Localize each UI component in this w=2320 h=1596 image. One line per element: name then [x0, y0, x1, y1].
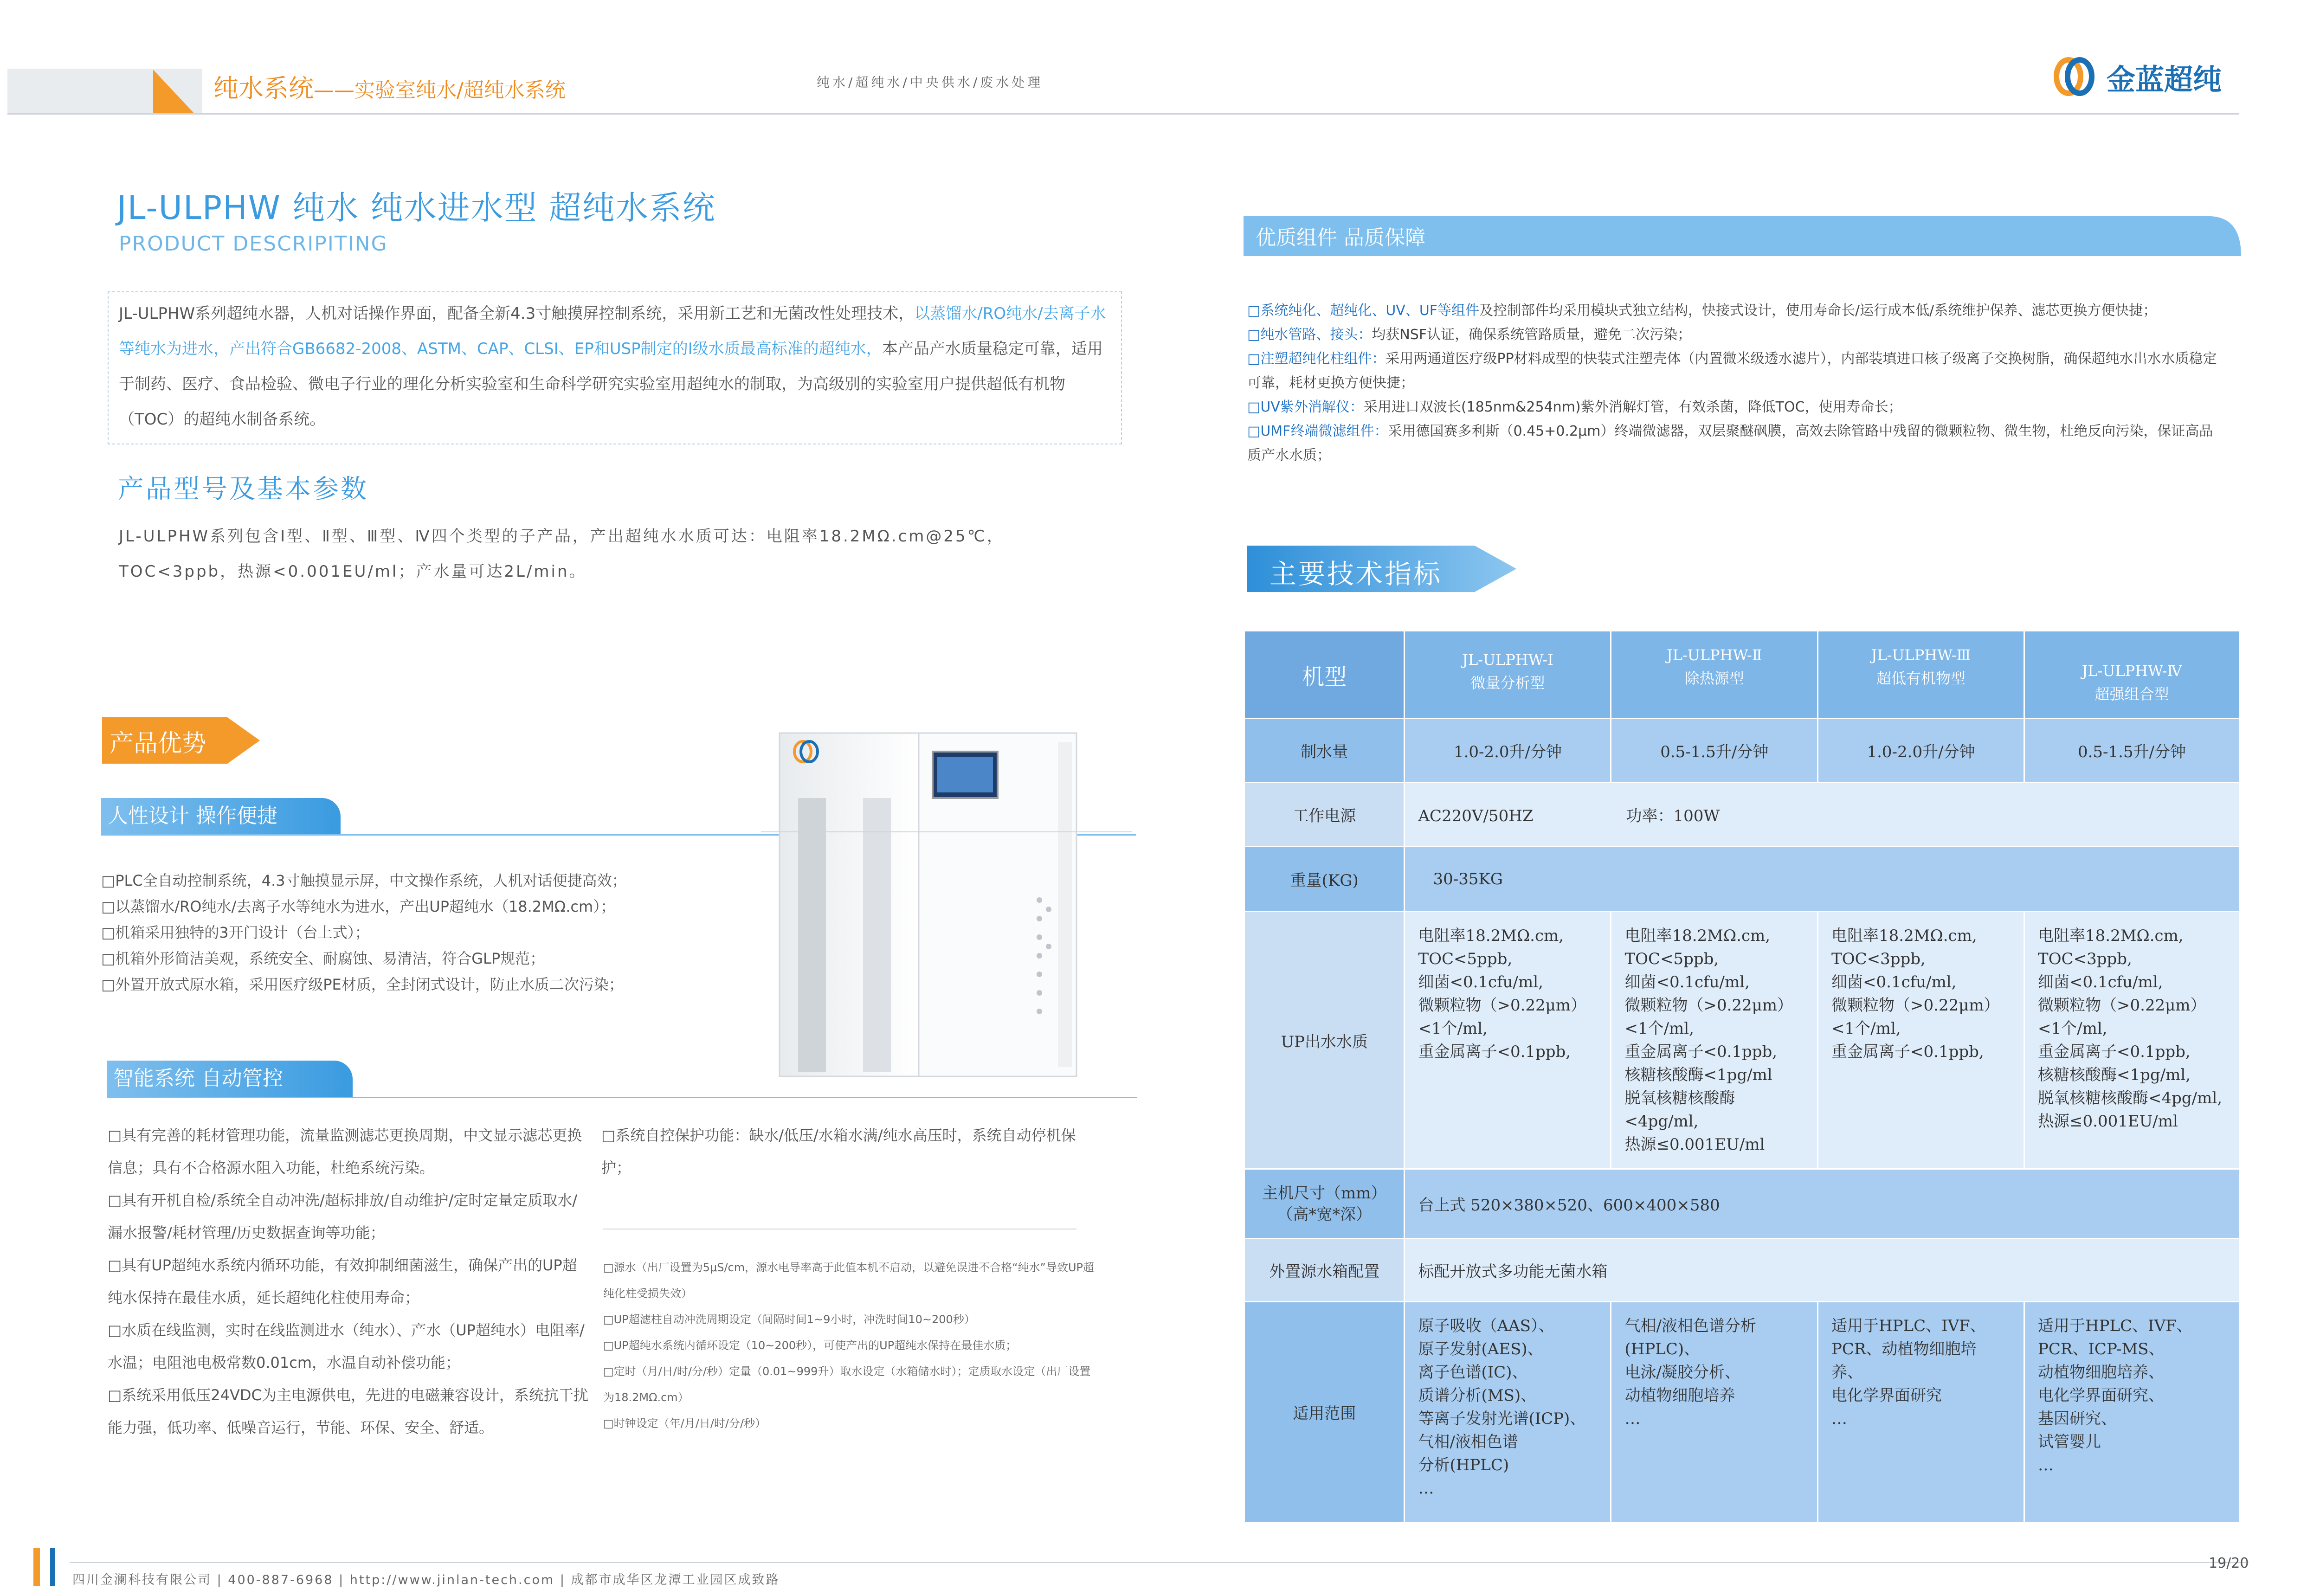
page-number: 19/20 — [2209, 1555, 2249, 1571]
list-item: □机箱外形简洁美观，系统安全、耐腐蚀、易清洁，符合GLP规范； — [101, 950, 545, 967]
list-item: □时钟设定（年/月/日/时/分/秒） — [603, 1417, 767, 1430]
list-item: □系统纯化、超纯化、UV、UF等组件及控制部件均采用模块式独立结构，快接式设计，使用寿命长/运行成本低/系统维护保养、滤芯更换方便快捷； — [1247, 302, 2157, 319]
table-row — [1244, 1302, 2240, 1523]
table-header-cell: JL-ULPHW-Ⅲ 超低有机物型 — [1818, 631, 2024, 719]
table-cell: 电阻率18.2MΩ.cm, TOC<3ppb, 细菌<0.1cfu/ml, 微颗粒物（>0.22μm） <1个/ml, 重金属离子<0.1ppb, 核糖核酸酶<1pg/ml, 脱氧核糖核酸酶<4pg/ml, 热源≤0.001EU/ml — [2024, 912, 2240, 1169]
footer-accent-blue — [50, 1548, 55, 1586]
row-label: 主机尺寸（mm） （高*宽*深） — [1244, 1169, 1405, 1239]
list-item: □源水（出厂设置为5μS/cm，源水电导率高于此值本机不启动，以避免误进不合格“纯水”导致UP超纯化柱受损失效） — [603, 1261, 1095, 1300]
settings-list — [603, 1255, 1095, 1436]
list-item: □UV紫外消解仪：采用进口双波长(185nm&254nm)紫外消解灯管，有效杀菌，降低TOC，使用寿命长； — [1247, 399, 1902, 415]
list-item: □PLC全自动控制系统，4.3寸触摸显示屏，中文操作系统，人机对话便捷高效； — [101, 872, 627, 889]
list-item: □外置开放式原水箱，采用医疗级PE材质，全封闭式设计，防止水质二次污染； — [101, 976, 624, 993]
table-cell: 气相/液相色谱分析 (HPLC)、 电泳/凝胶分析、 动植物细胞培养 … — [1611, 1302, 1818, 1523]
table-row — [1244, 847, 2240, 912]
logo-text: 金蓝超纯 — [2107, 63, 2222, 97]
quality-list — [1247, 299, 2226, 468]
row-label: 重量(KG) — [1244, 847, 1405, 912]
row-label: 制水量 — [1244, 719, 1405, 783]
table-cell: 电阻率18.2MΩ.cm, TOC<5ppb, 细菌<0.1cfu/ml, 微颗粒物（>0.22μm） <1个/ml, 重金属离子<0.1ppb, — [1405, 912, 1611, 1169]
intro-text: JL-ULPHW系列超纯水器，人机对话操作界面，配备全新4.3寸触摸屏控制系统，采用新工艺和无菌改性处理技术，以蒸馏水/RO纯水/去离子水等纯水为进水，产出符合GB6682-2008、ASTM、CAP、CLSI、EP和USP制定的Ⅰ级水质最高标准的超纯水，本产品产水质量稳定可靠，适用于制药、医疗、食品检验、微电子行业的理化分析实验室和生命科学研究实验室用超纯水的制取，为高级别的实验室用户提供超低有机物（TOC）的超纯水制备系统。 — [119, 304, 1106, 429]
list-item: □UMF终端微滤组件：采用德国赛多利斯（0.45+0.2μm）终端微滤器，双层聚醚砜膜，高效去除管路中残留的微颗粒物、微生物，杜绝反向污染，保证高品质产水水质； — [1247, 423, 2213, 463]
table-cell: 原子吸收（AAS）、 原子发射(AES)、 离子色谱(IC)、 质谱分析(MS)、 等离子发射光谱(ICP)、 气相/液相色谱 分析(HPLC) … — [1405, 1302, 1611, 1523]
table-cell: 1.0-2.0升/分钟 — [1818, 719, 2024, 783]
table-row — [1244, 1169, 2240, 1239]
list-item: □机箱采用独特的3开门设计（台上式）； — [101, 924, 370, 941]
list-item: □定时（月/日/时/分/秒）定量（0.01~999升）取水设定（水箱储水时）；定质取水设定（出厂设置为18.2MΩ.cm） — [603, 1365, 1091, 1404]
smart-divider — [107, 1097, 1137, 1098]
table-cell: 台上式 520×380×520、600×400×580 — [1405, 1169, 2240, 1239]
design-title: 人性设计 操作便捷 — [101, 798, 341, 834]
header-divider — [7, 113, 2239, 115]
tech-title: 主要技术指标 — [1270, 558, 1443, 590]
table-cell: 适用于HPLC、IVF、 PCR、ICP-MS、 动植物细胞培养、 电化学界面研究、 基因研究、 试管婴儿 … — [2024, 1302, 2240, 1523]
table-cell: 0.5-1.5升/分钟 — [2024, 719, 2240, 783]
table-cell: 标配开放式多功能无菌水箱 — [1405, 1239, 2240, 1302]
table-header-cell: 机型 — [1244, 631, 1405, 719]
list-item: □UP超纯水系统内循环设定（10~200秒），可使产出的UP超纯水保持在最佳水质； — [603, 1339, 1017, 1352]
machine-image — [770, 724, 1086, 1086]
row-label: 工作电源 — [1244, 783, 1405, 847]
table-row — [1244, 1239, 2240, 1302]
list-item: □纯水管路、接头：均获NSF认证，确保系统管路质量，避免二次污染； — [1247, 327, 1692, 343]
table-row — [1244, 719, 2240, 783]
list-item: □系统采用低压24VDC为主电源供电，先进的电磁兼容设计，系统抗干扰能力强，低功率、低噪音运行，节能、环保、安全、舒适。 — [108, 1386, 588, 1436]
footer-divider — [70, 1562, 2249, 1563]
header-title: 纯水系统——实验室纯水/超纯水系统 — [213, 74, 566, 103]
jinlan-logo-icon — [2051, 56, 2097, 97]
row-label: UP出水水质 — [1244, 912, 1405, 1169]
footer-text: 四川金澜科技有限公司 | 400-887-6968 | http://www.jinlan-tech.com | 成都市成华区龙潭工业园区成致路 — [72, 1573, 780, 1587]
machine-divider — [761, 831, 1132, 832]
list-item: □注塑超纯化柱组件：采用两通道医疗级PP材料成型的快装式注塑壳体（内置微米级透水滤片），内部装填进口核子级离子交换树脂，确保超纯水出水水质稳定可靠，耗材更换方便快捷； — [1247, 351, 2217, 391]
header-tags: 纯水/超纯水/中央供水/废水处理 — [817, 75, 1044, 90]
params-heading: 产品型号及基本参数 — [118, 474, 368, 504]
table-cell: 0.5-1.5升/分钟 — [1611, 719, 1818, 783]
list-item: □以蒸馏水/RO纯水/去离子水等纯水为进水，产出UP超纯水（18.2MΩ.cm）； — [101, 898, 616, 915]
list-item: □具有UP超纯水系统内循环功能，有效抑制细菌滋生，确保产出的UP超纯水保持在最佳水质，延长超纯化柱使用寿命； — [108, 1256, 577, 1306]
table-cell: 电阻率18.2MΩ.cm, TOC<5ppb, 细菌<0.1cfu/ml, 微颗粒物（>0.22μm） <1个/ml, 重金属离子<0.1ppb, 核糖核酸酶<1pg/ml 脱氧核糖核酸酶<4pg/ml, 热源≤0.001EU/ml — [1611, 912, 1818, 1169]
row-label: 适用范围 — [1244, 1302, 1405, 1523]
table-row — [1244, 912, 2240, 1169]
design-list — [101, 868, 769, 998]
table-header-cell: JL-ULPHW-Ⅰ 微量分析型 — [1405, 631, 1611, 719]
list-item: □水质在线监测，实时在线监测进水（纯水）、产水（UP超纯水）电阻率/水温；电阻池电极常数0.01cm，水温自动补偿功能； — [108, 1321, 585, 1371]
page-title: JL-ULPHW 纯水 纯水进水型 超纯水系统 — [117, 189, 716, 227]
footer-accent-orange — [33, 1548, 40, 1586]
table-row — [1244, 783, 2240, 847]
table-cell: 1.0-2.0升/分钟 — [1405, 719, 1611, 783]
params-text: JL-ULPHW系列包含Ⅰ型、Ⅱ型、Ⅲ型、Ⅳ四个类型的子产品，产出超纯水水质可达：电阻率18.2MΩ.cm@25℃，TOC<3ppb，热源<0.001EU/ml；产水量可达2L/min。 — [119, 527, 1005, 581]
table-cell: 30-35KG — [1405, 847, 2240, 912]
table-cell: 适用于HPLC、IVF、 PCR、动植物细胞培 养、 电化学界面研究 … — [1818, 1302, 2024, 1523]
table-cell: AC220V/50HZ 功率：100W — [1405, 783, 2240, 847]
table-cell: 电阻率18.2MΩ.cm, TOC<3ppb, 细菌<0.1cfu/ml, 微颗粒物（>0.22μm） <1个/ml, 重金属离子<0.1ppb, — [1818, 912, 2024, 1169]
list-item: □UP超滤柱自动冲洗周期设定（间隔时间1~9小时，冲洗时间10~200秒） — [603, 1313, 975, 1326]
quality-title: 优质组件 品质保障 — [1256, 226, 1425, 250]
table-header-cell: JL-ULPHW-Ⅳ 超强组合型 — [2024, 631, 2240, 719]
header-accent — [153, 70, 195, 114]
row-label: 外置源水箱配置 — [1244, 1239, 1405, 1302]
list-item: □具有完善的耗材管理功能，流量监测滤芯更换周期，中文显示滤芯更换信息；具有不合格源水阻入功能，杜绝系统污染。 — [108, 1126, 582, 1177]
page-subtitle: PRODUCT DESCRIPITING — [119, 232, 388, 256]
smart-title: 智能系统 自动管控 — [107, 1061, 353, 1097]
list-item: □具有开机自检/系统全自动冲洗/超标排放/自动维护/定时定量定质取水/漏水报警/耗材管理/历史数据查询等功能； — [108, 1191, 578, 1242]
spec-table — [1244, 630, 2240, 1523]
protect-text: □系统自控保护功能：缺水/低压/水箱水满/纯水高压时，系统自动停机保护； — [601, 1126, 1076, 1177]
smart-list — [108, 1119, 590, 1444]
advantage-label: 产品优势 — [110, 730, 206, 758]
table-header-cell: JL-ULPHW-Ⅱ 除热源型 — [1611, 631, 1818, 719]
table-row — [1244, 631, 2240, 719]
